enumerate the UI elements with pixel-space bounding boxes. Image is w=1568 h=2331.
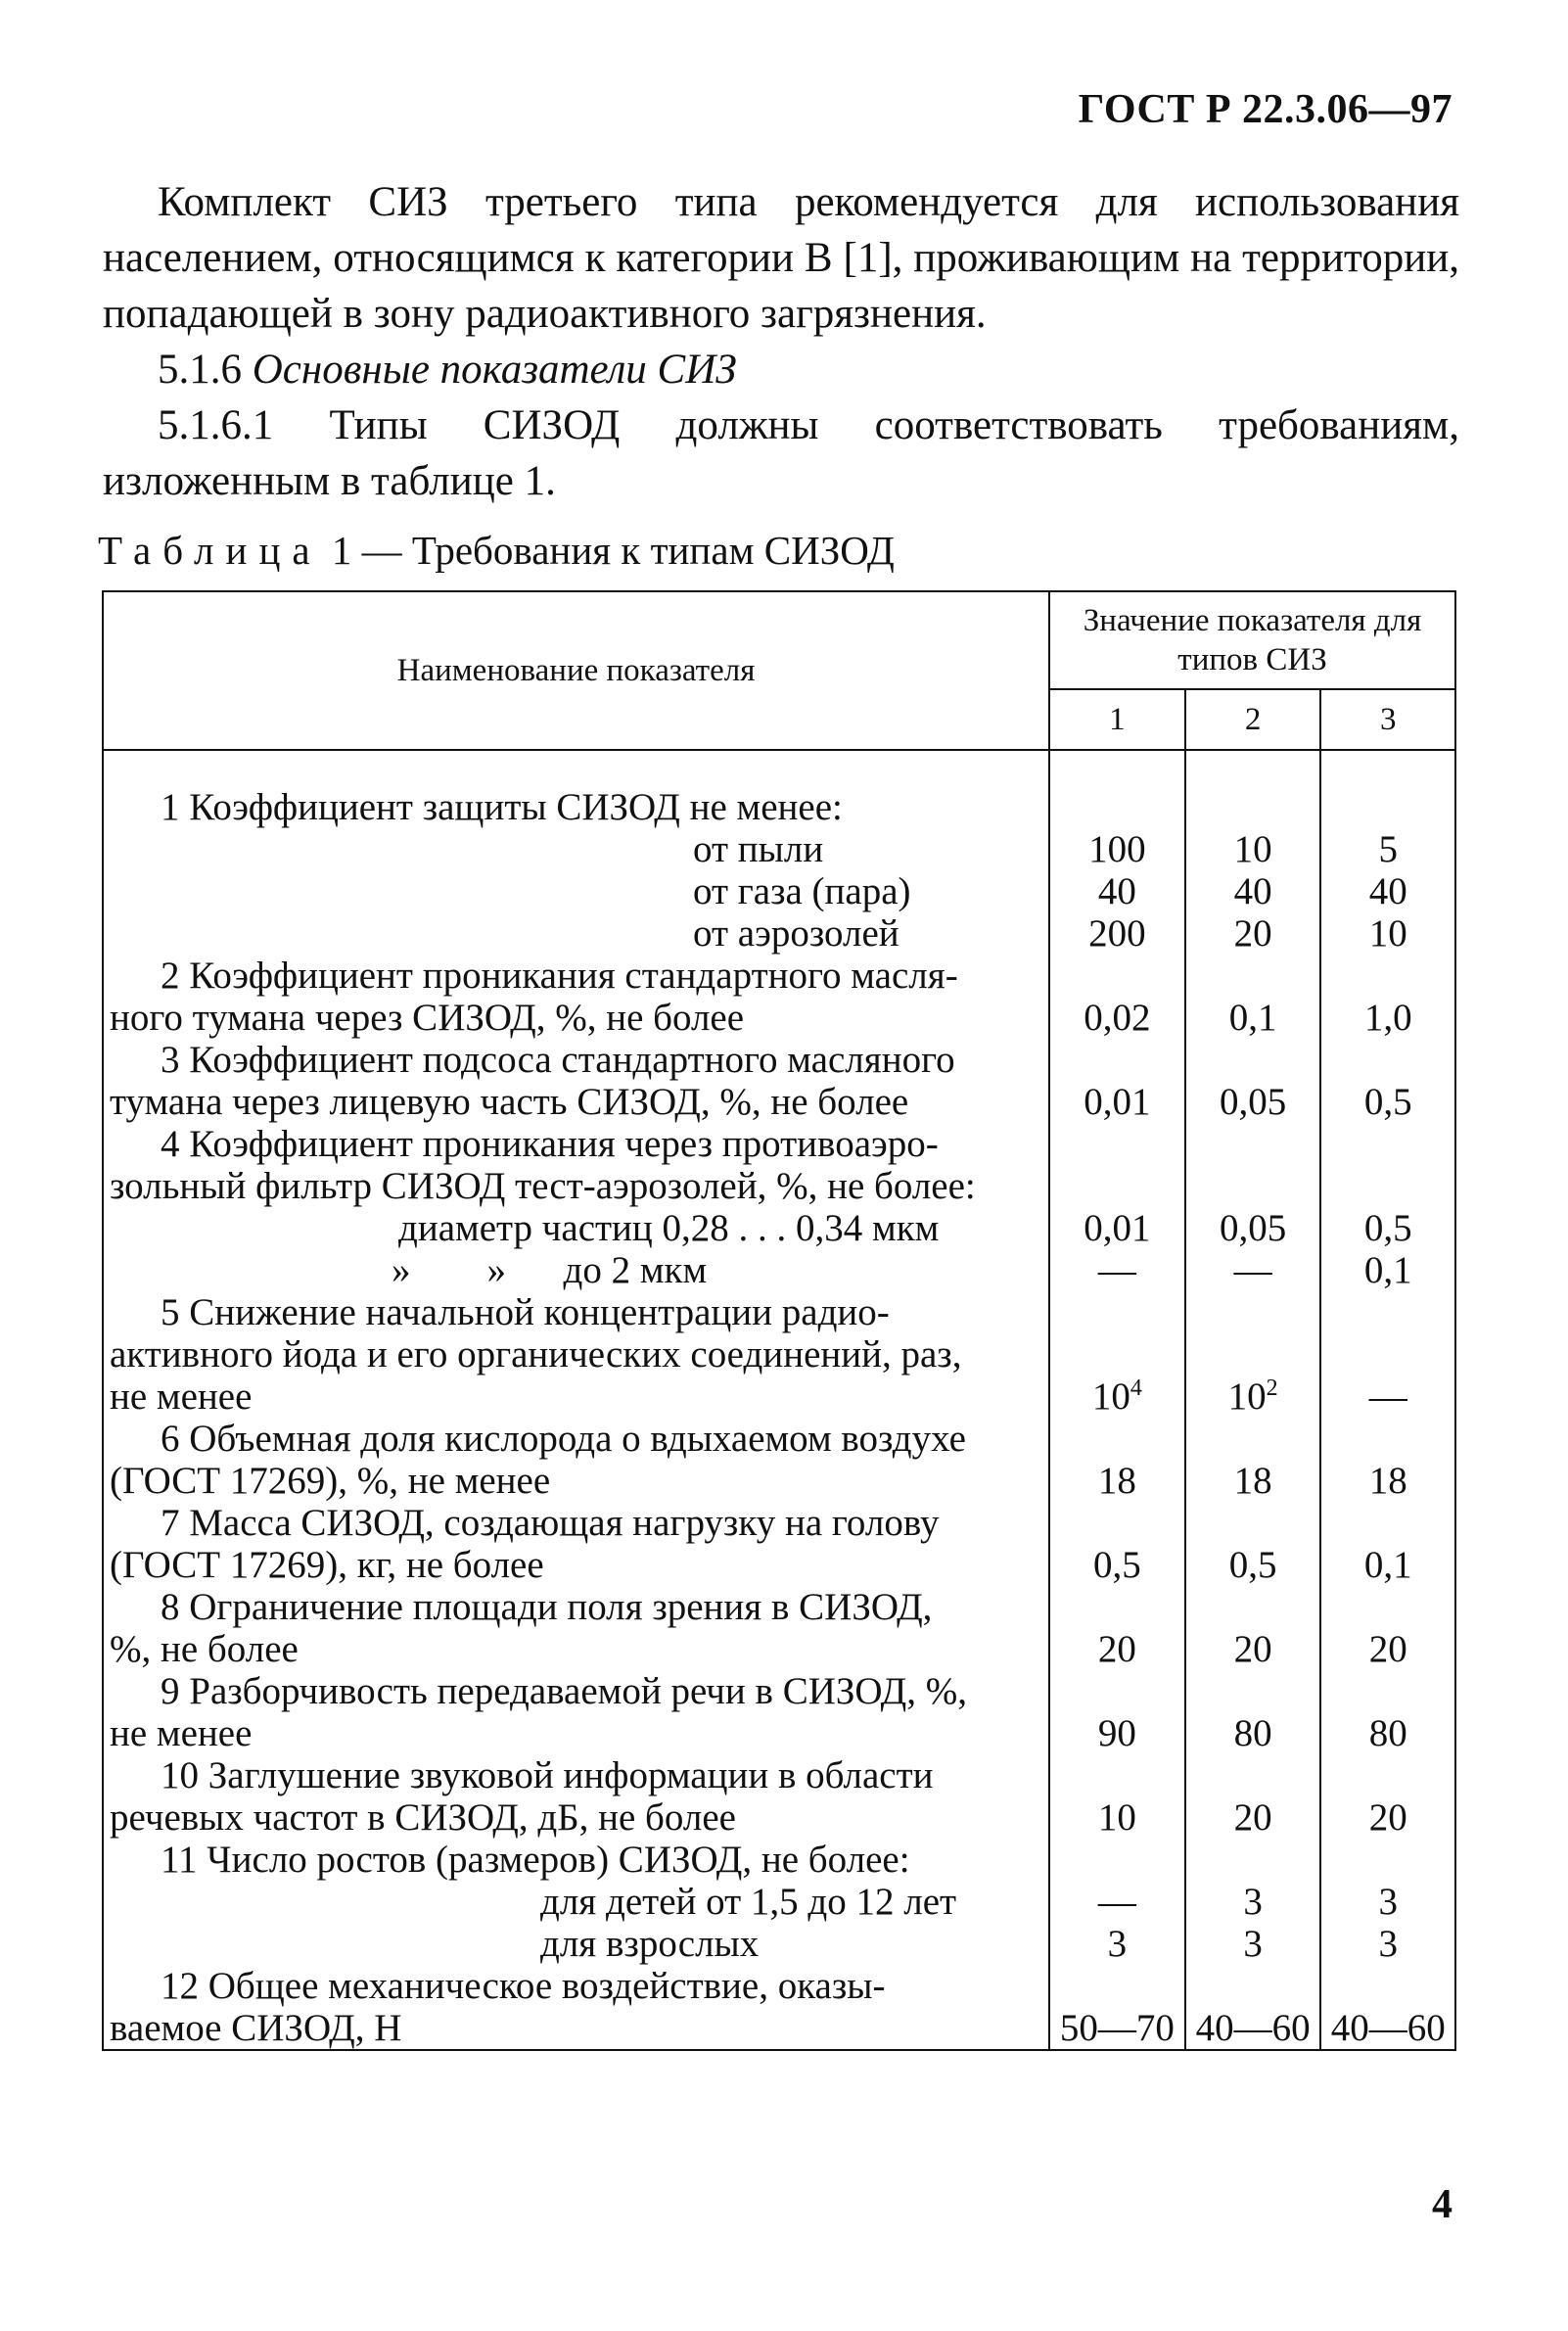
table-cell: 5: [1320, 828, 1455, 870]
table-cell: 0,1: [1320, 1249, 1455, 1291]
table-cell: 40—60: [1320, 1965, 1455, 2050]
row-label: 9 Разборчивость передаваемой речи в СИЗОД, %,: [161, 1670, 967, 1712]
row-label: от газа (пара): [693, 870, 911, 912]
table-cell: 0,01: [1049, 1039, 1185, 1123]
table-row: [103, 1586, 1455, 1670]
table-row: [103, 1418, 1455, 1502]
table-caption-text: 1 — Требования к типам СИЗОД: [331, 528, 895, 573]
table-cell: 18: [1049, 1418, 1185, 1502]
table-cell: 3: [1320, 1881, 1455, 1923]
table-row: [103, 1670, 1455, 1754]
section-title: Основные показатели СИЗ: [252, 347, 737, 393]
requirements-table: [102, 590, 1456, 2051]
row-label: ного тумана через СИЗОД, %, не более: [110, 997, 745, 1039]
table-row: [103, 1502, 1455, 1586]
table-cell: —: [1049, 1881, 1185, 1923]
table-cell: —: [1185, 1249, 1321, 1291]
table-row: [103, 1249, 1455, 1291]
row-label: 11 Число ростов (размеров) СИЗОД, не более:: [161, 1839, 910, 1881]
row-label: 2 Коэффициент проникания стандартного масля-: [161, 955, 958, 997]
row-label: 8 Ограничение площади поля зрения в СИЗОД,: [161, 1586, 933, 1628]
table-cell: 0,5: [1320, 1039, 1455, 1123]
row-label: тумана через лицевую часть СИЗОД, %, не более: [110, 1081, 909, 1123]
table-cell: 0,02: [1049, 955, 1185, 1039]
table-cell: 0,5: [1320, 1207, 1455, 1249]
section-number: 5.1.6: [158, 347, 242, 393]
table-cell: 50—70: [1049, 1965, 1185, 2050]
table-cell: 3: [1185, 1923, 1321, 1965]
table-caption: [98, 527, 895, 574]
row-label: не менее: [110, 1712, 253, 1754]
table-cell: 40—60: [1185, 1965, 1321, 2050]
table-row: [103, 1123, 1455, 1207]
table-cell: 20: [1320, 1754, 1455, 1839]
exponent: 2: [1266, 1375, 1278, 1401]
table-row: [103, 1881, 1455, 1923]
row-label: ваемое СИЗОД, Н: [110, 2007, 402, 2049]
table-row: [103, 955, 1455, 1039]
row-label: не менее: [110, 1375, 253, 1418]
row-label: речевых частот в СИЗОД, дБ, не более: [110, 1796, 736, 1839]
table-caption-word: Таблица: [98, 528, 322, 573]
table-cell: 0,1: [1320, 1502, 1455, 1586]
row-label: 6 Объемная доля кислорода о вдыхаемом воздухе: [161, 1418, 966, 1460]
table-cell: 20: [1185, 912, 1321, 955]
col-header-type-1: 1: [1049, 689, 1185, 750]
table-cell: 80: [1320, 1670, 1455, 1754]
table-cell: 0,5: [1049, 1502, 1185, 1586]
table-cell: 0,01: [1049, 1207, 1185, 1249]
row-label: 1 Коэффициент защиты СИЗОД не менее:: [161, 786, 843, 828]
row-label: 5 Снижение начальной концентрации радио-: [161, 1291, 890, 1333]
table-cell: 100: [1049, 828, 1185, 870]
table-cell: 20: [1185, 1586, 1321, 1670]
table-row: [103, 828, 1455, 870]
paragraph-kit-type3: Комплект СИЗ третьего типа рекомендуется для использования населением, относящимся к категории В [1], проживающим на территории, попадающей в зону радиоактивного загрязнения.: [103, 179, 1459, 337]
section-heading-5-1-6: [103, 342, 1459, 397]
col-header-type-3: 3: [1320, 689, 1455, 750]
table-row: [103, 912, 1455, 955]
table-cell: 10: [1320, 912, 1455, 955]
table-cell: 10: [1049, 1754, 1185, 1839]
table-cell: 0,1: [1185, 955, 1321, 1039]
table-row: [103, 1754, 1455, 1839]
table-row: [103, 1207, 1455, 1249]
table-cell: 40: [1185, 870, 1321, 912]
table-spacer-row: [103, 750, 1455, 786]
table-cell: 90: [1049, 1670, 1185, 1754]
table-cell: 3: [1185, 1881, 1321, 1923]
table-row: [103, 1839, 1455, 1881]
body-text: [103, 174, 1459, 509]
exponent: 4: [1130, 1375, 1142, 1401]
table-row: [103, 1965, 1455, 2050]
row-label: » » до 2 мкм: [392, 1249, 708, 1291]
row-label: диаметр частиц 0,28 . . . 0,34 мкм: [398, 1207, 940, 1249]
table-row: [103, 1039, 1455, 1123]
table-row: [103, 1923, 1455, 1965]
table-cell: $10^4$: [1049, 1291, 1185, 1418]
page-number: 4: [1432, 2182, 1453, 2227]
table-cell: 20: [1185, 1754, 1321, 1839]
table-cell: 20: [1049, 1586, 1185, 1670]
table-cell: —: [1320, 1291, 1455, 1418]
row-label: 7 Масса СИЗОД, создающая нагрузку на голову: [161, 1502, 940, 1544]
table-cell: 200: [1049, 912, 1185, 955]
table-cell: 18: [1185, 1418, 1321, 1502]
row-label: (ГОСТ 17269), кг, не более: [110, 1544, 544, 1586]
table-cell: 0,05: [1185, 1207, 1321, 1249]
row-label: %, не более: [110, 1628, 299, 1670]
table-cell: $10^2$: [1185, 1291, 1321, 1418]
table-cell: —: [1049, 1249, 1185, 1291]
row-label: для детей от 1,5 до 12 лет: [540, 1881, 957, 1923]
table-cell: 3: [1320, 1923, 1455, 1965]
table-cell: 10: [1185, 828, 1321, 870]
table-cell: 0,05: [1185, 1039, 1321, 1123]
document-header: ГОСТ Р 22.3.06—97: [1078, 87, 1453, 132]
row-label: 4 Коэффициент проникания через противоаэро-: [161, 1123, 939, 1165]
row-label: 3 Коэффициент подсоса стандартного масляного: [161, 1039, 955, 1081]
table-cell: 40: [1049, 870, 1185, 912]
col-header-name: Наименование показателя: [103, 591, 1049, 750]
table-row: [103, 870, 1455, 912]
row-label: для взрослых: [540, 1923, 760, 1965]
col-header-type-2: 2: [1185, 689, 1321, 750]
table-cell: 18: [1320, 1418, 1455, 1502]
row-label: 12 Общее механическое воздействие, оказы-: [161, 1965, 886, 2007]
row-label: (ГОСТ 17269), %, не менее: [110, 1460, 551, 1502]
row-label: активного йода и его органических соединений, раз,: [110, 1333, 962, 1375]
table-cell: 20: [1320, 1586, 1455, 1670]
table-cell: 1,0: [1320, 955, 1455, 1039]
table-row: [103, 1291, 1455, 1418]
row-label: от пыли: [693, 828, 824, 870]
paragraph-5-1-6-1: 5.1.6.1 Типы СИЗОД должны соответствовать требованиям, изложенным в таблице 1.: [103, 402, 1459, 504]
table-row: [103, 786, 1455, 828]
col-header-values: Значение показателя для типов СИЗ: [1049, 591, 1455, 689]
row-label: зольный фильтр СИЗОД тест-аэрозолей, %, не более:: [110, 1165, 976, 1207]
row-label: от аэрозолей: [693, 912, 899, 955]
row-label: 10 Заглушение звуковой информации в области: [161, 1754, 934, 1796]
table-cell: 3: [1049, 1923, 1185, 1965]
table-cell: 0,5: [1185, 1502, 1321, 1586]
table-cell: 80: [1185, 1670, 1321, 1754]
table-cell: 40: [1320, 870, 1455, 912]
